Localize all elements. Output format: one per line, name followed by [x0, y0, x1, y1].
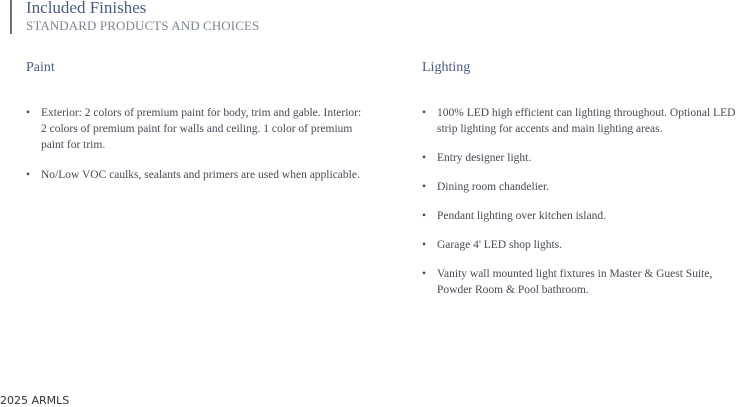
- copyright-watermark: 2025 ARMLS: [0, 394, 70, 407]
- paint-list: [26, 105, 366, 197]
- paint-section-title: Paint: [26, 60, 55, 75]
- list-item: • Exterior: 2 colors of premium paint for body, trim and gable. Interior: 2 colors of premium paint for walls and ceiling. 1 color of premium paint for trim.: [26, 105, 366, 153]
- lighting-list: [422, 105, 744, 311]
- page-subtitle: STANDARD PRODUCTS AND CHOICES: [26, 18, 260, 33]
- list-item: • Pendant lighting over kitchen island.: [422, 208, 744, 224]
- list-item: • No/Low VOC caulks, sealants and primers are used when applicable.: [26, 167, 366, 183]
- list-item: • Garage 4' LED shop lights.: [422, 237, 744, 253]
- list-item: • 100% LED high efficient can lighting throughout. Optional LED strip lighting for accents and main lighting areas.: [422, 105, 744, 137]
- lighting-section-title: Lighting: [422, 60, 471, 75]
- list-item: • Dining room chandelier.: [422, 179, 744, 195]
- list-item: • Vanity wall mounted light fixtures in Master & Guest Suite, Powder Room & Pool bathroom.: [422, 266, 744, 298]
- page-title: Included Finishes: [26, 0, 147, 17]
- list-item: • Entry designer light.: [422, 150, 744, 166]
- header-accent-bar: [10, 0, 12, 34]
